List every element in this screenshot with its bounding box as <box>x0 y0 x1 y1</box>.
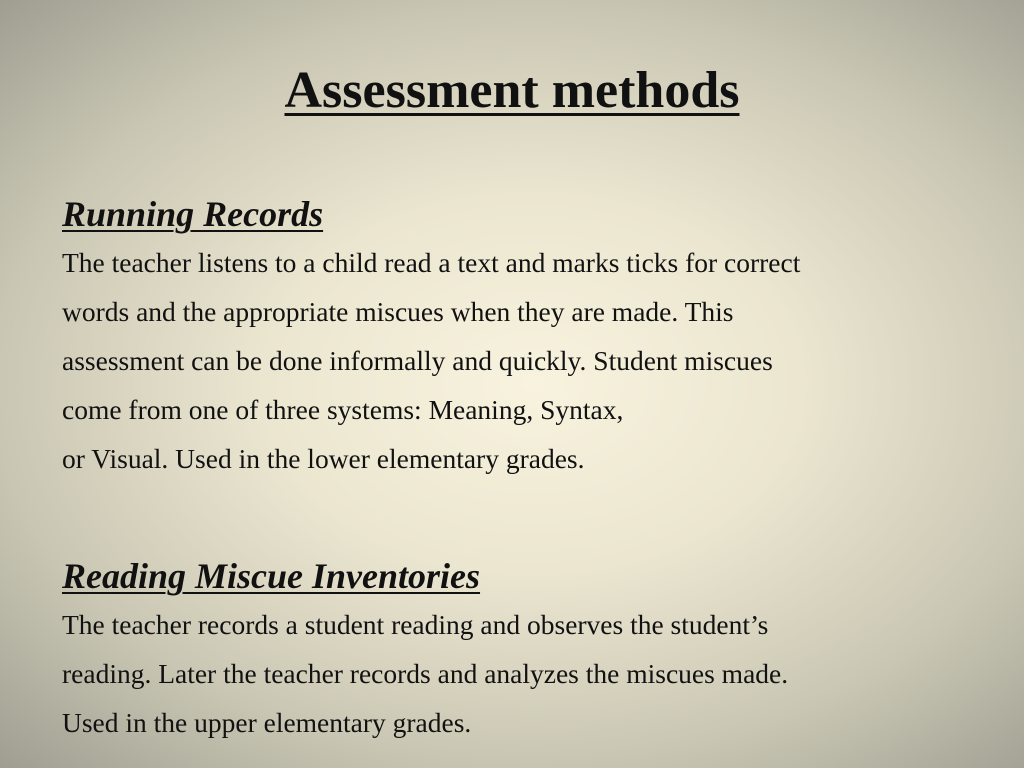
slide-title: Assessment methods <box>284 62 740 119</box>
section-body <box>62 238 982 483</box>
body-line: words and the appropriate miscues when they are made. This <box>62 296 734 327</box>
body-line: assessment can be done informally and quickly. Student miscues <box>62 345 773 376</box>
body-line: come from one of three systems: Meaning, Syntax, <box>62 394 624 425</box>
section-heading: Reading Miscue Inventories <box>62 556 481 596</box>
body-line: The teacher listens to a child read a text and marks ticks for correct <box>62 247 801 278</box>
section-running-records <box>62 190 982 483</box>
body-line: The teacher records a student reading and observes the student’s <box>62 609 769 640</box>
section-heading: Running Records <box>62 194 324 234</box>
section-reading-miscue-inventories <box>62 552 982 747</box>
body-line: reading. Later the teacher records and analyzes the miscues made. <box>62 658 789 689</box>
section-body <box>62 600 982 747</box>
body-line: or Visual. Used in the lower elementary grades. <box>62 443 585 474</box>
body-line: Used in the upper elementary grades. <box>62 707 472 738</box>
